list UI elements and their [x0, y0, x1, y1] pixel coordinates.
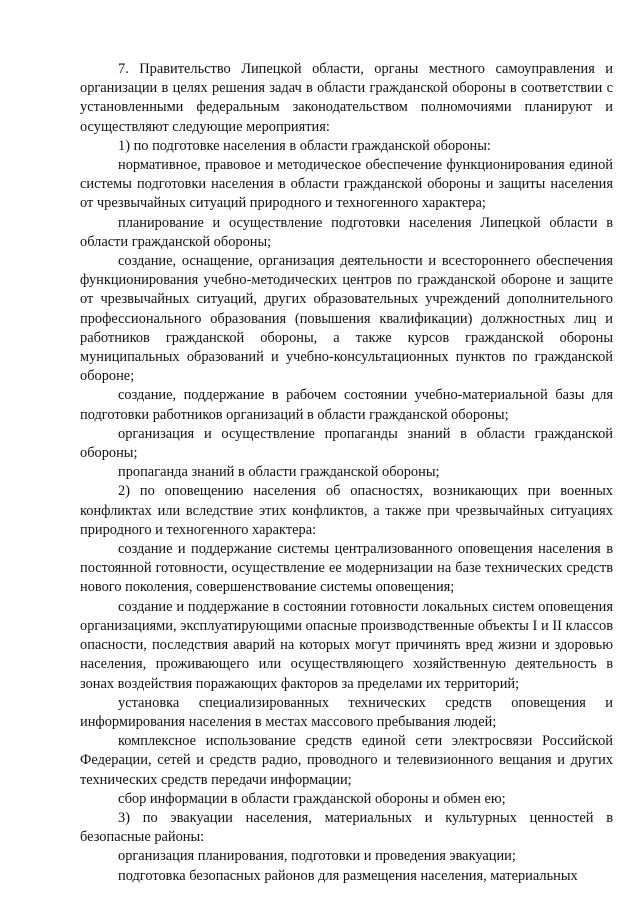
paragraph: создание и поддержание системы централизованного оповещения населения в постоянной готовности, осуществление ее модернизации на базе технических средств нового поколения, совершенствование системы оповещения; — [80, 541, 613, 596]
paragraph: создание, оснащение, организация деятельности и всестороннего обеспечения функционирования учебно-методических центров по гражданской обороне и защите от чрезвычайных ситуаций, других образовательных учреждений дополнительного профессионального образования (повышения квалификации) должностных лиц и работников гражданской обороны, а также курсов гражданской обороны муниципальных образований и учебно-консультационных пунктов по гражданской обороне; — [80, 253, 613, 385]
paragraph-item-2-heading: 2) по оповещению населения об опасностях, возникающих при военных конфликтах или вследствие этих конфликтов, а также при чрезвычайных ситуациях природного и техногенного характера: — [80, 483, 613, 538]
paragraph: комплексное использование средств единой сети электросвязи Российской Федерации, сетей и средств радио, проводного и телевизионного вещания и других технических средств передачи информации; — [80, 733, 613, 788]
paragraph: сбор информации в области гражданской обороны и обмен ею; — [118, 790, 506, 807]
paragraph: организация планирования, подготовки и проведения эвакуации; — [118, 848, 516, 865]
document-page — [80, 60, 613, 886]
paragraph: планирование и осуществление подготовки населения Липецкой области в области гражданской обороны; — [80, 214, 613, 250]
paragraph: организация и осуществление пропаганды знаний в области гражданской обороны; — [80, 425, 613, 462]
paragraph: пропаганда знаний в области гражданской обороны; — [118, 464, 440, 481]
paragraph-truncated: подготовка безопасных районов для размещения населения, материальных — [118, 867, 578, 884]
paragraph: установка специализированных технических средств оповещения и информирования населения в местах массового пребывания людей; — [80, 694, 613, 730]
paragraph: создание и поддержание в состоянии готовности локальных систем оповещения организациями, эксплуатирующими опасные производственные объекты I и II классов опасности, последствия аварий на которых могут причинять вред жизни и здоровью населения, проживающего или осуществляющего хозяйственную деятельность в зонах воздействия поражающих факторов за пределами их территорий; — [80, 598, 613, 692]
paragraph-item-1-heading: 1) по подготовке населения в области гражданской обороны: — [118, 137, 491, 154]
paragraph-item-3-heading: 3) по эвакуации населения, материальных и культурных ценностей в безопасные районы: — [80, 809, 613, 846]
paragraph-7-intro: 7. Правительство Липецкой области, органы местного самоуправления и организации в целях решения задач в области гражданской обороны в соответствии с установленными федеральным законодательством полномочиями планируют и осуществляют следующие мероприятия: — [80, 61, 613, 135]
paragraph: нормативное, правовое и методическое обеспечение функционирования единой системы подготовки населения в области гражданской обороны и защиты населения от чрезвычайных ситуаций природного и техногенного характера; — [80, 157, 613, 212]
paragraph: создание, поддержание в рабочем состоянии учебно-материальной базы для подготовки работников организаций в области гражданской обороны; — [80, 387, 613, 423]
